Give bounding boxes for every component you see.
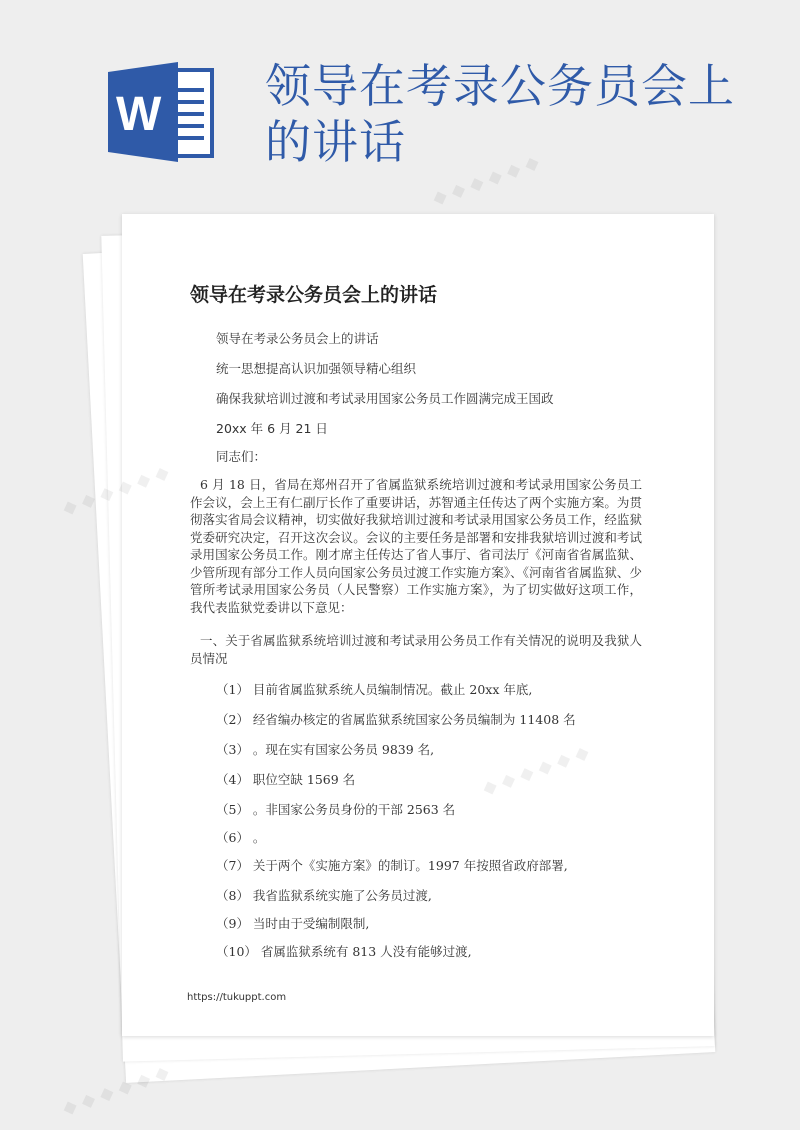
header-title-line1: 领导在考录公务员会上 (265, 59, 735, 113)
header-title (265, 58, 765, 170)
header-title-line2: 的讲话 (265, 115, 406, 169)
doc-body-paragraph: 6 月 18 日，省局在郑州召开了省属监狱系统培训过渡和考试录用国家公务员工作会议，会上王有仁副厅长作了重要讲话，苏智通主任传达了两个实施方案。为贯彻落实省局会议精神，切实做好我狱培训过渡和考试录用国家公务员工作，经监狱党委研究决定，召开这次会议。会议的主要任务是部署和安排我狱培训过渡和考试录用国家公务员工作。刚才席主任传达了省人事厅、省司法厅《河南省省属监狱、少管所现有部分工作人员向国家公务员过渡工作实施方案》、《河南省省属监狱、少管所考试录用国家公务员（人民警察）工作实施方案》，为了切实做好这项工作，我代表监狱党委讲以下意见： (190, 477, 642, 615)
doc-line: 确保我狱培训过渡和考试录用国家公务员工作圆满完成王国政 (216, 391, 554, 406)
list-item: （10） 省属监狱系统有 813 人没有能够过渡, (216, 944, 472, 959)
watermark-mark: ◆ ◆ ◆ ◆ ◆ ◆ (429, 151, 542, 210)
document-page (122, 214, 714, 1036)
list-item: （7） 关于两个《实施方案》的制订。1997 年按照省政府部署, (216, 858, 568, 873)
list-item: （1） 目前省属监狱系统人员编制情况。截止 20xx 年底, (216, 682, 533, 697)
list-item: （5） 。非国家公务员身份的干部 2563 名 (216, 802, 456, 817)
list-item: （2） 经省编办核定的省属监狱系统国家公务员编制为 11408 名 (216, 712, 576, 727)
doc-line: 领导在考录公务员会上的讲话 (216, 331, 379, 346)
watermark-mark: ◆ ◆ ◆ ◆ ◆ ◆ (59, 1061, 172, 1120)
footer-url: https://tukuppt.com (187, 992, 287, 1003)
doc-line: 统一思想提高认识加强领导精心组织 (216, 361, 417, 376)
document-title: 领导在考录公务员会上的讲话 (190, 284, 438, 306)
list-item: （4） 职位空缺 1569 名 (216, 772, 356, 787)
word-icon (108, 62, 218, 162)
list-item: （9） 当时由于受编制限制, (216, 916, 370, 931)
svg-text:W: W (116, 88, 162, 141)
doc-date: 20xx 年 6 月 21 日 (216, 421, 328, 436)
watermark-mark: ◆ ◆ (59, 488, 99, 520)
list-item: （3） 。现在实有国家公务员 9839 名, (216, 742, 435, 757)
doc-greeting: 同志们： (216, 449, 267, 464)
list-item: （8） 我省监狱系统实施了公务员过渡, (216, 888, 432, 903)
list-item: （6） 。 (216, 830, 266, 845)
doc-section-heading: 一、关于省属监狱系统培训过渡和考试录用公务员工作有关情况的说明及我狱人员情况 (190, 633, 642, 666)
